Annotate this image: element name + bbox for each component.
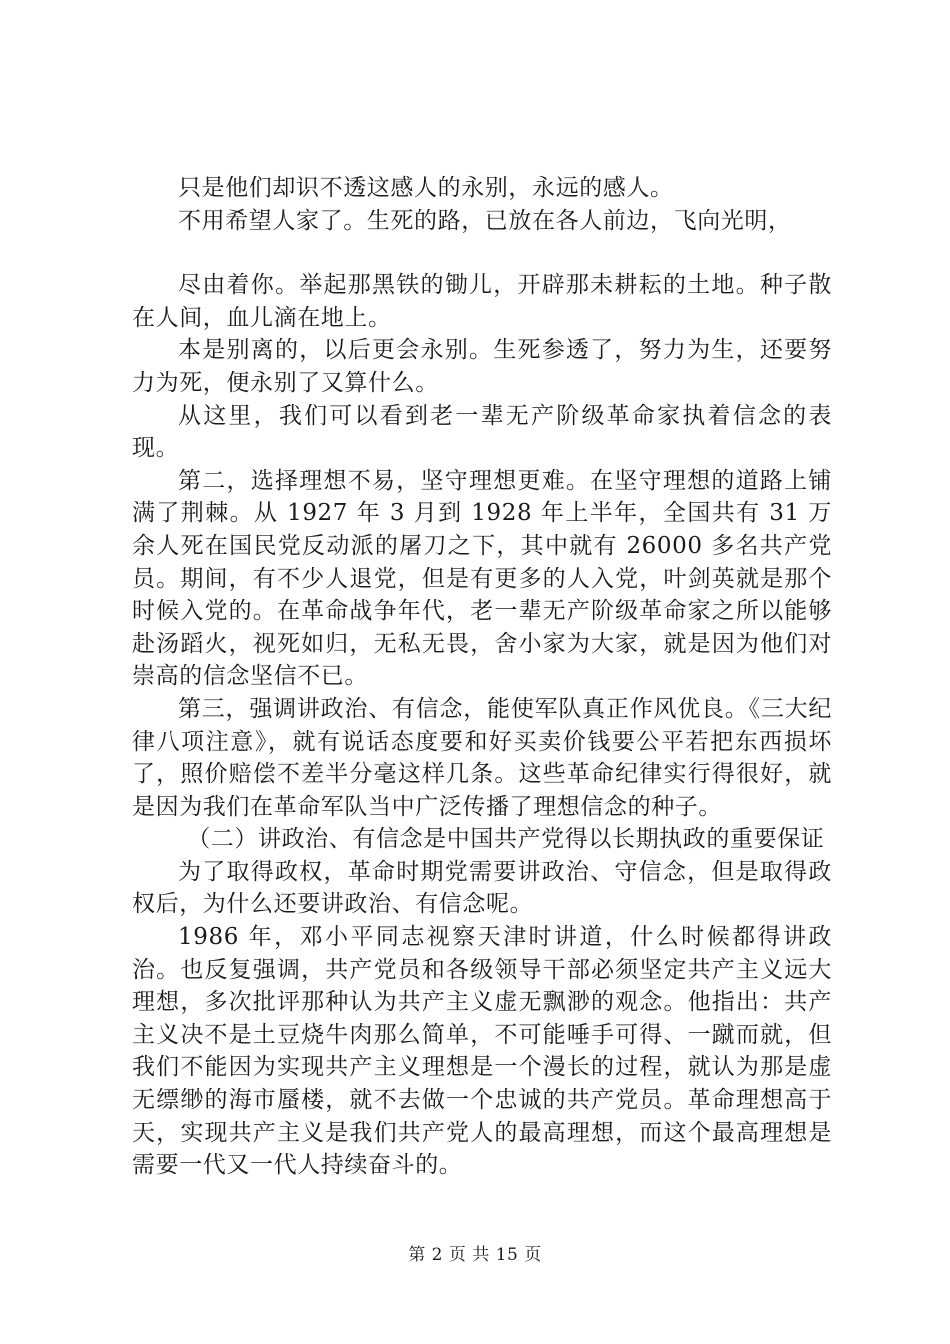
paragraph-2: 不用希望人家了。生死的路，已放在各人前边，飞向光明，	[178, 207, 792, 234]
paragraph-9: 为了取得政权，革命时期党需要讲政治、守信念，但是取得政权后，为什么还要讲政治、有信念呢。	[132, 858, 832, 918]
paragraph-1: 只是他们却识不透这感人的永别，永远的感人。	[178, 175, 674, 201]
paragraph-3: 尽由着你。举起那黑铁的锄儿，开辟那未耕耘的土地。种子散在人间，血儿滴在地上。	[132, 272, 832, 331]
paragraph-10: 1986 年，邓小平同志视察天津时讲道，什么时候都得讲政治。也反复强调，共产党员和各级领导干部必须坚定共产主义远大理想，多次批评那种认为共产主义虚无飘渺的观念。他指出：共产主义决不是土豆烧牛肉那么简单，不可能唾手可得、一蹴而就，但我们不能因为实现共产主义理想是一个漫长的过程，就认为那是虚无缥缈的海市蜃楼，就不去做一个忠诚的共产党员。革命理想高于天，实现共产主义是我们共产党人的最高理想，而这个最高理想是需要一代又一代人持续奋斗的。	[132, 924, 832, 1179]
section-heading: （二）讲政治、有信念是中国共产党得以长期执政的重要保证	[187, 826, 825, 853]
page-number-footer: 第 2 页 共 15 页	[408, 1245, 542, 1265]
paragraph-6: 第二，选择理想不易，坚守理想更难。在坚守理想的道路上铺满了荆棘。从 1927 年 3 月到 1928 年上半年，全国共有 31 万余人死在国民党反动派的屠刀之下，其中就有 26000 多名共产党员。期间，有不少人退党，但是有更多的人入党，叶剑英就是那个时候入党的。在革命战争年代，老一辈无产阶级革命家之所以能够赴汤蹈火，视死如归，无私无畏，舍小家为大家，就是因为他们对崇高的信念坚信不已。	[132, 467, 832, 690]
paragraph-4: 本是别离的，以后更会永别。生死参透了，努力为生，还要努力为死，便永别了又算什么。	[132, 337, 832, 396]
document-body	[132, 172, 832, 1182]
paragraph-5: 从这里，我们可以看到老一辈无产阶级革命家执着信念的表现。	[132, 402, 832, 462]
paragraph-7: 第三，强调讲政治、有信念，能使军队真正作风优良。《三大纪律八项注意》，就有说话态度要和好买卖价钱要公平若把东西损坏了，照价赔偿不差半分毫这样几条。这些革命纪律实行得很好，就是因为我们在革命军队当中广泛传播了理想信念的种子。	[132, 695, 832, 820]
